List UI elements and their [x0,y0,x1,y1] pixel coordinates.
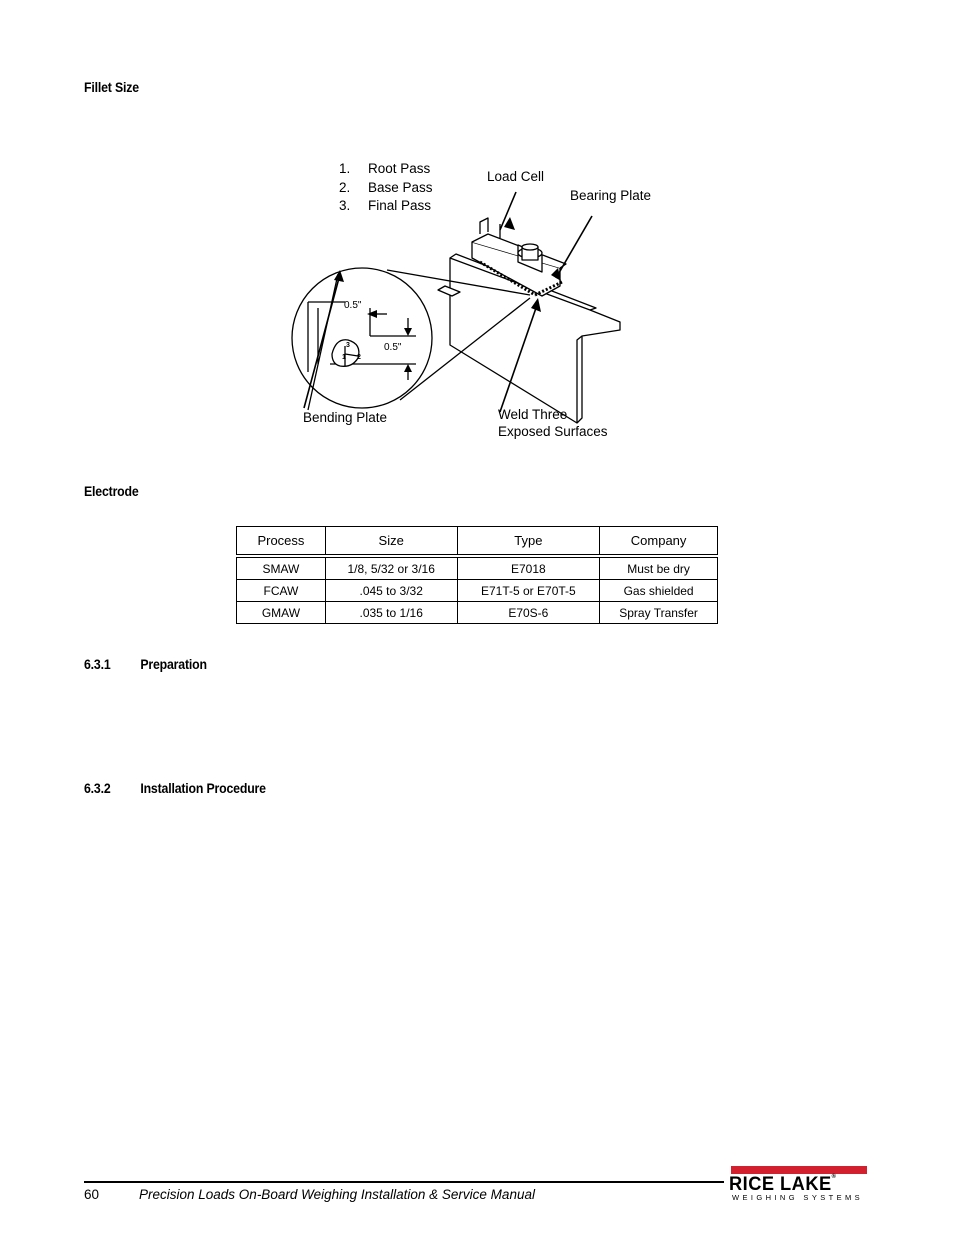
footer-rule [84,1181,724,1183]
manual-title: Precision Loads On-Board Weighing Installation & Service Manual [139,1187,535,1202]
table-row [237,556,718,580]
table-header-row [237,527,718,557]
weld-surfaces-label-line1: Weld Three [498,407,568,422]
weld-bead-3: 3 [346,342,350,349]
pass-item: 2. Base Pass [339,179,433,195]
weld-bead-1: 1 [342,354,346,361]
bearing-plate-label: Bearing Plate [570,188,652,203]
header-process: Process [237,527,326,557]
weld-bead-2: 2 [357,354,361,361]
header-company: Company [600,527,718,557]
table-cell: Must be dry [600,556,718,580]
table-cell: SMAW [237,556,326,580]
weld-pass-list [339,160,433,216]
electrode-table [236,526,718,624]
table-row [237,602,718,624]
table-cell: .035 to 1/16 [325,602,457,624]
table-cell: Spray Transfer [600,602,718,624]
table-cell: Gas shielded [600,580,718,602]
section-number: 6.3.2 [84,780,111,796]
logo-red-bar [731,1166,867,1174]
logo-wordmark: RICE LAKE® [729,1174,837,1195]
electrode-heading: Electrode [84,483,139,499]
header-size: Size [325,527,457,557]
section-number: 6.3.1 [84,656,111,672]
load-cell-label: Load Cell [487,169,545,184]
section-title: Installation Procedure [140,780,266,796]
pass-item: 1. Root Pass [339,161,431,176]
rice-lake-logo [729,1166,869,1202]
table-cell: E70S-6 [457,602,600,624]
table-row [237,580,718,602]
table-cell: 1/8, 5/32 or 3/16 [325,556,457,580]
table-cell: E7018 [457,556,600,580]
bending-plate-label: Bending Plate [303,410,388,425]
preparation-heading [84,656,207,672]
section-title: Preparation [140,656,207,672]
table-cell: GMAW [237,602,326,624]
pass-item: 3. Final Pass [339,198,432,213]
fillet-weld-figure [290,150,670,450]
horizontal-dimension-label: 0.5" [344,300,362,311]
header-type: Type [457,527,600,557]
fillet-size-heading: Fillet Size [84,79,139,95]
logo-tagline: WEIGHING SYSTEMS [732,1193,864,1202]
installation-procedure-heading [84,780,266,796]
table-cell: E71T-5 or E70T-5 [457,580,600,602]
weld-surfaces-label-line2: Exposed Surfaces [498,424,608,439]
table-cell: FCAW [237,580,326,602]
vertical-dimension-label: 0.5" [384,342,402,353]
table-cell: .045 to 3/32 [325,580,457,602]
page-number: 60 [84,1187,100,1202]
